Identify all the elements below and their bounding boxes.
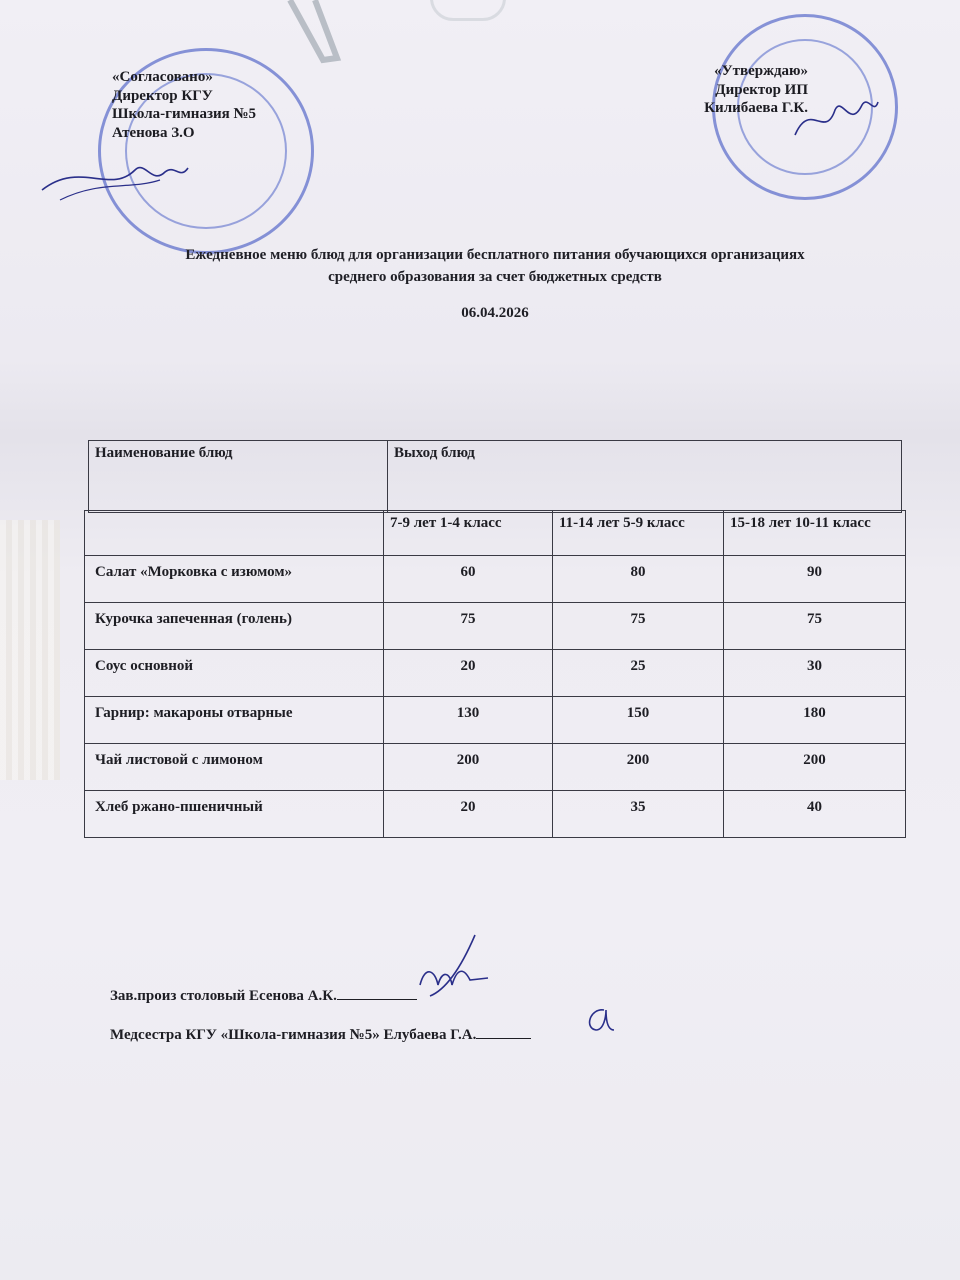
dish-name: Курочка запеченная (голень) bbox=[85, 603, 384, 650]
portion-value: 60 bbox=[384, 556, 553, 603]
approval-block-left bbox=[112, 68, 256, 142]
age-group-header: 15-18 лет 10-11 класс bbox=[724, 511, 906, 556]
approval-left-line2: Директор КГУ bbox=[112, 87, 213, 104]
portion-value: 25 bbox=[553, 650, 724, 697]
portion-value: 30 bbox=[724, 650, 906, 697]
portion-value: 20 bbox=[384, 650, 553, 697]
nurse-signature-line bbox=[110, 1024, 531, 1044]
table-row bbox=[85, 791, 906, 838]
portion-value: 75 bbox=[724, 603, 906, 650]
table-row bbox=[85, 556, 906, 603]
portion-value: 130 bbox=[384, 697, 553, 744]
portion-value: 20 bbox=[384, 791, 553, 838]
portion-value: 180 bbox=[724, 697, 906, 744]
approval-left-line4: Атенова З.О bbox=[112, 124, 195, 141]
portion-value: 200 bbox=[553, 744, 724, 791]
age-group-row bbox=[85, 511, 906, 556]
director-signature-right bbox=[790, 90, 880, 150]
menu-header-table bbox=[88, 440, 902, 513]
col-output-header: Выход блюд bbox=[388, 441, 902, 513]
title-line1: Ежедневное меню блюд для организации бесплатного питания обучающихся организациях bbox=[185, 247, 805, 263]
manager-name: Зав.произ столовый Есенова А.К. bbox=[110, 988, 337, 1004]
dish-name: Хлеб ржано-пшеничный bbox=[85, 791, 384, 838]
table-row bbox=[85, 650, 906, 697]
table-row bbox=[85, 603, 906, 650]
portion-value: 75 bbox=[384, 603, 553, 650]
portion-value: 80 bbox=[553, 556, 724, 603]
signature-underline bbox=[476, 1024, 531, 1039]
dish-name: Гарнир: макароны отварные bbox=[85, 697, 384, 744]
menu-date: 06.04.2026 bbox=[461, 305, 529, 321]
background-window-glare bbox=[0, 520, 60, 780]
approval-right-line2: Директор ИП bbox=[715, 81, 808, 98]
age-group-header: 7-9 лет 1-4 класс bbox=[384, 511, 553, 556]
portion-value: 40 bbox=[724, 791, 906, 838]
approval-right-line3: Килибаева Г.К. bbox=[704, 100, 808, 116]
dish-name: Соус основной bbox=[85, 650, 384, 697]
approval-left-line1: «Согласовано» bbox=[112, 69, 213, 85]
menu-table bbox=[84, 510, 906, 838]
table-row bbox=[85, 697, 906, 744]
portion-value: 200 bbox=[724, 744, 906, 791]
col-name-header: Наименование блюд bbox=[89, 441, 388, 513]
empty-header-cell bbox=[85, 511, 384, 556]
nurse-signature bbox=[578, 1000, 618, 1040]
portion-value: 200 bbox=[384, 744, 553, 791]
age-group-header: 11-14 лет 5-9 класс bbox=[553, 511, 724, 556]
document-title bbox=[100, 244, 890, 288]
approval-right-line1: «Утверждаю» bbox=[714, 63, 808, 79]
approval-left-line3: Школа-гимназия №5 bbox=[112, 106, 257, 122]
portion-value: 90 bbox=[724, 556, 906, 603]
paper-clip-icon bbox=[285, 0, 345, 70]
portion-value: 75 bbox=[553, 603, 724, 650]
dish-name: Чай листовой с лимоном bbox=[85, 744, 384, 791]
nurse-name: Медсестра КГУ «Школа-гимназия №5» Елубаева Г.А. bbox=[110, 1027, 477, 1043]
table-row bbox=[85, 744, 906, 791]
title-line2: среднего образования за счет бюджетных средств bbox=[328, 269, 662, 285]
director-signature-left bbox=[40, 150, 190, 210]
portion-value: 35 bbox=[553, 791, 724, 838]
manager-signature bbox=[400, 930, 490, 1000]
dish-name: Салат «Морковка с изюмом» bbox=[85, 556, 384, 603]
binder-ring bbox=[430, 0, 506, 21]
portion-value: 150 bbox=[553, 697, 724, 744]
manager-signature-line bbox=[110, 985, 417, 1005]
